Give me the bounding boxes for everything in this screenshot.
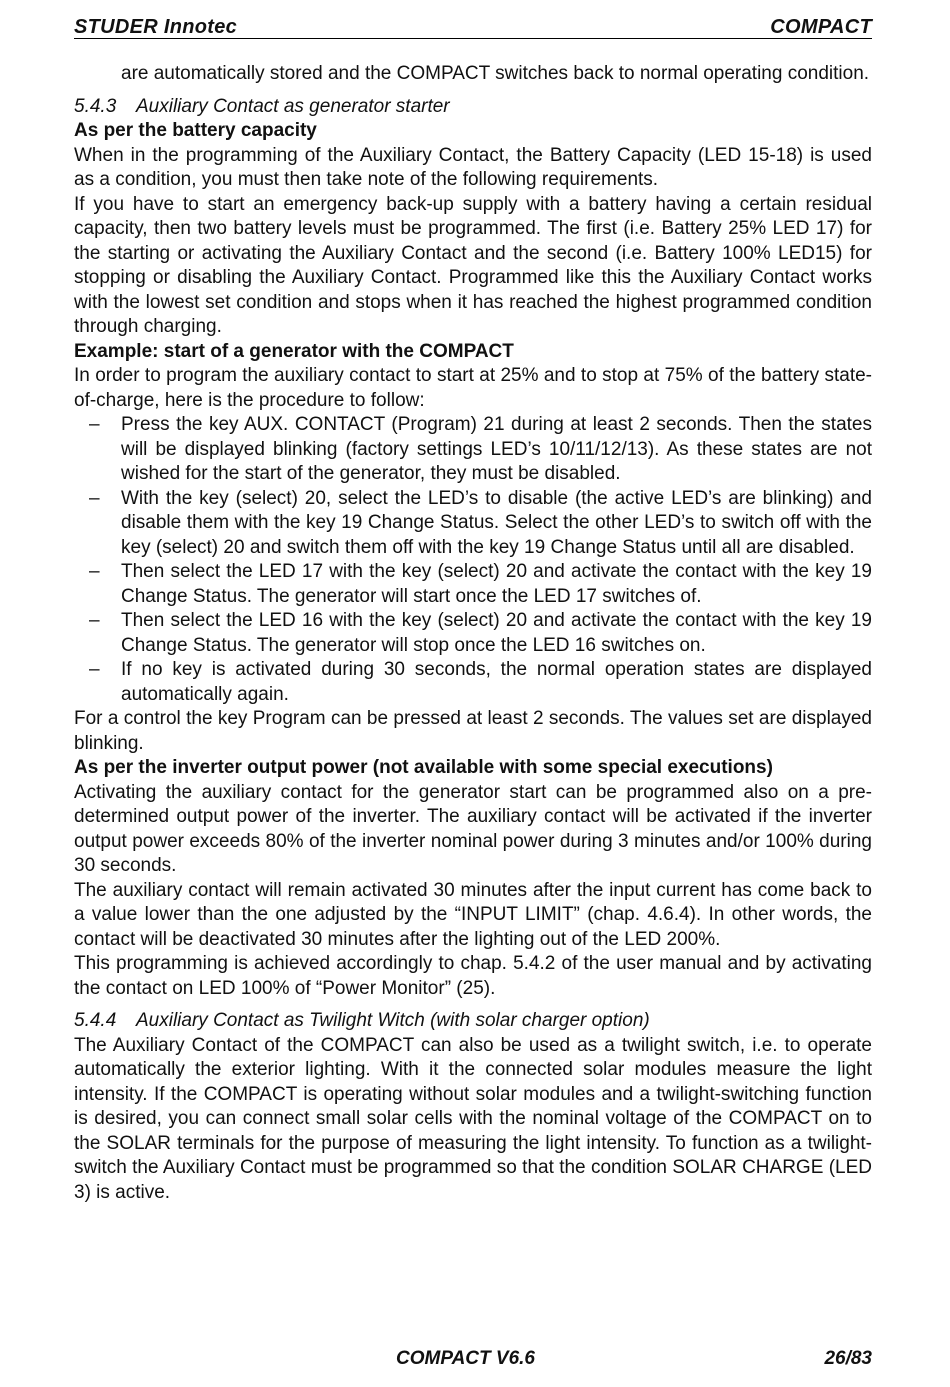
paragraph: For a control the key Program can be pressed at least 2 seconds. The values set are displayed blinking.	[74, 708, 872, 754]
section-number: 5.4.4	[74, 1010, 117, 1031]
paragraph: In order to program the auxiliary contact to start at 25% and to stop at 75% of the battery state-of-charge, here is the procedure to follow:	[74, 365, 872, 411]
paragraph: The Auxiliary Contact of the COMPACT can also be used as a twilight switch, i.e. to operate automatically the exterior lighting. With it the connected solar modules measure the light intensity. If the COMPACT is operating without solar modules and a twilight-switching function is desired, you can connect small solar cells with the nominal voltage of the COMPACT on to the SOLAR terminals for the purpose of measuring the light intensity. To function as a twilight-switch the Auxiliary Contact must be programmed so that the condition SOLAR CHARGE (LED 3) is active.	[74, 1034, 872, 1203]
footer-version: COMPACT V6.6	[396, 1348, 536, 1369]
paragraph: When in the programming of the Auxiliary Contact, the Battery Capacity (LED 15-18) is used as a condition, you must then take note of the following requirements.	[74, 144, 872, 190]
product-name: COMPACT	[770, 16, 872, 38]
section-number: 5.4.3	[74, 95, 117, 117]
subheading-example: Example: start of a generator with the COMPACT	[74, 340, 514, 362]
list-item	[74, 413, 872, 487]
section-title: Auxiliary Contact as Twilight Witch (with solar charger option)	[136, 1010, 650, 1031]
list-item	[74, 609, 872, 658]
section-heading-5-4-4	[74, 1009, 872, 1034]
list-item	[74, 658, 872, 707]
dash-bullet: –	[89, 610, 100, 631]
paragraph: Activating the auxiliary contact for the generator start can be programmed also on a pre-determined output power of the inverter. The auxiliary contact will be activated if the inverter output power exceeds 80% of the inverter nominal power during 3 minutes and/or 100% during 30 seconds.	[74, 781, 872, 876]
list-item	[74, 487, 872, 561]
page-number: 26/83	[824, 1348, 872, 1369]
page-content	[74, 62, 872, 1205]
list-item-text: Then select the LED 16 with the key (select) 20 and activate the contact with the key 19 Change Status. The generator will stop once the LED 16 switches on.	[121, 610, 872, 656]
paragraph: If you have to start an emergency back-up supply with a battery having a certain residual capacity, then two battery levels must be programmed. The first (i.e. Battery 25% LED 17) for the starting or activating the Auxiliary Contact and the second (i.e. Battery 100% LED15) for stopping or disabling the Auxiliary Contact. Programmed like this the Auxiliary Contact works with the lowest set condition and stops when it has reached the highest programmed condition through charging.	[74, 193, 872, 337]
list-item-text: With the key (select) 20, select the LED’s to disable (the active LED’s are blinking) and disable them with the key 19 Change Status. Select the other LED’s to switch off with the key (select) 20 and switch them off with the key 19 Change Status until all are disabled.	[121, 487, 872, 558]
brand-name: STUDER Innotec	[74, 16, 238, 38]
dash-bullet: –	[89, 487, 100, 509]
dash-bullet: –	[89, 561, 100, 582]
page-header	[74, 14, 872, 39]
list-item	[74, 560, 872, 609]
list-item-text: If no key is activated during 30 seconds, the normal operation states are displayed automatically again.	[121, 659, 872, 705]
procedure-list	[74, 413, 872, 707]
dash-bullet: –	[89, 414, 100, 435]
list-item-text: Then select the LED 17 with the key (select) 20 and activate the contact with the key 19 Change Status. The generator will start once the LED 17 switches of.	[121, 561, 872, 607]
section-title: Auxiliary Contact as generator starter	[136, 95, 450, 117]
paragraph: The auxiliary contact will remain activated 30 minutes after the input current has come back to a value lower than the one adjusted by the “INPUT LIMIT” (chap. 4.6.4). In other words, the contact will be deactivated 30 minutes after the lighting out of the LED 200%.	[74, 879, 872, 950]
subheading-inverter-power: As per the inverter output power (not available with some special executions)	[74, 757, 773, 778]
intro-paragraph: are automatically stored and the COMPACT switches back to normal operating condition.	[121, 63, 870, 84]
subheading-battery-capacity: As per the battery capacity	[74, 120, 317, 141]
list-item-text: Press the key AUX. CONTACT (Program) 21 during at least 2 seconds. Then the states will be displayed blinking (factory settings LED’s 10/11/12/13). As these states are not wished for the start of the generator, they must be disabled.	[121, 414, 872, 484]
section-heading-5-4-3	[74, 95, 872, 120]
paragraph: This programming is achieved accordingly to chap. 5.4.2 of the user manual and by activating the contact on LED 100% of “Power Monitor” (25).	[74, 953, 872, 999]
dash-bullet: –	[89, 659, 100, 680]
